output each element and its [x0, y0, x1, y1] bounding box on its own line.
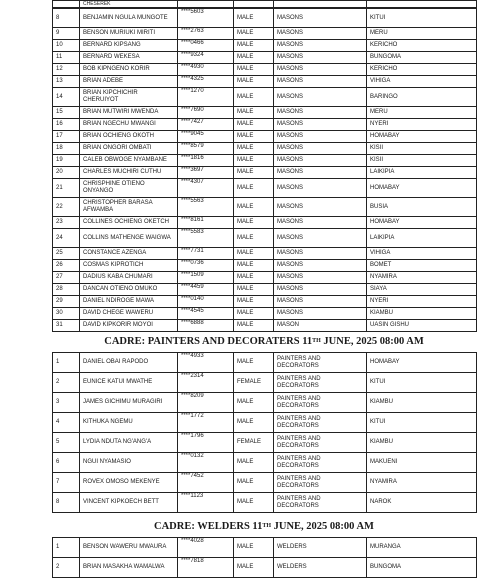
cell-name: DAVID CHEGE WAWERU — [80, 308, 178, 320]
cell-id: ****5583 — [178, 229, 234, 248]
cell-no: 25 — [53, 248, 80, 260]
cell-county: MERU — [367, 107, 477, 119]
table-row — [53, 272, 477, 284]
cell-name: KITHUKA NGEMU — [80, 413, 178, 433]
cell-id: ****0466 — [178, 40, 234, 52]
cell-gender: FEMALE — [234, 433, 274, 453]
cell-trade: PAINTERS AND DECORATORS — [274, 393, 367, 413]
cell-id: ****9324 — [178, 52, 234, 64]
cell-trade: MASONS — [274, 179, 367, 198]
cell-name: ROVEX OMOSO MEKENYE — [80, 473, 178, 493]
cell-trade: MASON — [274, 320, 367, 332]
table-row — [53, 1, 477, 8]
cell-trade: PAINTERS AND DECORATORS — [274, 473, 367, 493]
cell-id: ****4545 — [178, 308, 234, 320]
cell-id: ****1123 — [178, 493, 234, 513]
cadre-heading-welders — [52, 520, 476, 534]
cell-gender: MALE — [234, 167, 274, 179]
cell-id: ****4930 — [178, 64, 234, 76]
cell-id: ****5603 — [178, 9, 234, 28]
cell-no: 3 — [53, 393, 80, 413]
cell-id: ****0736 — [178, 260, 234, 272]
heading-sup: TH — [262, 523, 272, 529]
cell-trade: PAINTERS AND DECORATORS — [274, 493, 367, 513]
cell-trade: MASONS — [274, 9, 367, 28]
table-row — [53, 296, 477, 308]
cell-county: BUNGOMA — [367, 558, 477, 578]
cell-county: BUSIA — [367, 198, 477, 217]
heading-suffix: JUNE, 2025 08:00 AM — [320, 336, 424, 347]
table-row — [53, 433, 477, 453]
cell-id: ****4459 — [178, 284, 234, 296]
cell-gender: MALE — [234, 40, 274, 52]
table-row — [53, 248, 477, 260]
cell-county: NYAMIRA — [367, 473, 477, 493]
cell-gender: MALE — [234, 131, 274, 143]
cell-gender: MALE — [234, 320, 274, 332]
cell-id: ****2314 — [178, 373, 234, 393]
cell-trade: MASONS — [274, 260, 367, 272]
cell-name: NGUI NYAMASIO — [80, 453, 178, 473]
cell-name: JAMES GICHIMU MURAGIRI — [80, 393, 178, 413]
cell-no: 22 — [53, 198, 80, 217]
cell-gender: MALE — [234, 272, 274, 284]
cell-no: 16 — [53, 119, 80, 131]
cell-no — [53, 1, 80, 8]
cell-id: ****1796 — [178, 433, 234, 453]
cell-id: ****1509 — [178, 272, 234, 284]
table-row — [53, 76, 477, 88]
cell-name: BERNARD WEKESA — [80, 52, 178, 64]
cell-trade: PAINTERS AND DECORATORS — [274, 433, 367, 453]
cell-trade: MASONS — [274, 40, 367, 52]
cell-gender: MALE — [234, 198, 274, 217]
table-row — [53, 320, 477, 332]
cell-name: DAVID KIPKORIR MOYOI — [80, 320, 178, 332]
cell-no: 13 — [53, 76, 80, 88]
cell-no: 27 — [53, 272, 80, 284]
cell-county: KISII — [367, 143, 477, 155]
cell-name: CONSTANCE AZENGA — [80, 248, 178, 260]
cell-gender: MALE — [234, 64, 274, 76]
painters-table — [52, 352, 477, 513]
table-row — [53, 179, 477, 198]
cell-trade: MASONS — [274, 284, 367, 296]
cell-name: DANIEL NDIROGE MAWA — [80, 296, 178, 308]
cell-no: 28 — [53, 284, 80, 296]
cell-gender: MALE — [234, 52, 274, 64]
cell-id: ****4933 — [178, 353, 234, 373]
cell-gender: MALE — [234, 248, 274, 260]
cell-trade: MASONS — [274, 155, 367, 167]
cell-no: 9 — [53, 28, 80, 40]
cell-trade: MASONS — [274, 64, 367, 76]
table-row — [53, 260, 477, 272]
cell-name: BRIAN NGECHU MWANGI — [80, 119, 178, 131]
cell-trade: MASONS — [274, 308, 367, 320]
cell-county: NAROK — [367, 493, 477, 513]
cell-county: UASIN GISHU — [367, 320, 477, 332]
welders-table — [52, 537, 477, 578]
cell-trade: MASONS — [274, 272, 367, 284]
table-row — [53, 413, 477, 433]
cell-id: ****4307 — [178, 179, 234, 198]
cell-trade — [274, 1, 367, 8]
cell-county: BOMET — [367, 260, 477, 272]
cell-county: KITUI — [367, 373, 477, 393]
cell-county: HOMABAY — [367, 217, 477, 229]
cell-gender: MALE — [234, 217, 274, 229]
cell-no: 21 — [53, 179, 80, 198]
cell-gender: MALE — [234, 179, 274, 198]
cell-county: LAIKIPIA — [367, 167, 477, 179]
cell-name: BERNARD KIPSANG — [80, 40, 178, 52]
cell-county — [367, 1, 477, 8]
cell-id: ****3697 — [178, 167, 234, 179]
cell-name: DANIEL OBAI RAPODO — [80, 353, 178, 373]
table-row — [53, 167, 477, 179]
cell-name: COLLINS MATHENGE WAIGWA — [80, 229, 178, 248]
cadre-heading-painters — [52, 335, 476, 349]
cell-no: 1 — [53, 353, 80, 373]
cell-no: 19 — [53, 155, 80, 167]
masons-table — [52, 8, 477, 332]
cell-id: ****1816 — [178, 155, 234, 167]
cell-name: BENJAMIN NGULA MUNGOTE — [80, 9, 178, 28]
table-row — [53, 88, 477, 107]
cell-no: 7 — [53, 473, 80, 493]
cell-county: NYERI — [367, 296, 477, 308]
cell-id: ****0132 — [178, 453, 234, 473]
cell-no: 1 — [53, 538, 80, 558]
heading-prefix: CADRE: PAINTERS AND DECORATERS 11 — [104, 336, 313, 347]
cell-trade: MASONS — [274, 28, 367, 40]
cell-county: HOMABAY — [367, 131, 477, 143]
cell-name: BRIAN OCHIENG OKOTH — [80, 131, 178, 143]
cell-gender: FEMALE — [234, 373, 274, 393]
cell-name: BRIAN MASAKHA WAMALWA — [80, 558, 178, 578]
cell-county: KERICHO — [367, 64, 477, 76]
cell-trade: MASONS — [274, 229, 367, 248]
cell-gender: MALE — [234, 76, 274, 88]
cell-no: 31 — [53, 320, 80, 332]
cell-gender: MALE — [234, 284, 274, 296]
cell-gender: MALE — [234, 393, 274, 413]
cell-no: 5 — [53, 433, 80, 453]
table-row — [53, 538, 477, 558]
cell-trade: MASONS — [274, 143, 367, 155]
table-row — [53, 198, 477, 217]
cell-trade: WELDERS — [274, 558, 367, 578]
table-row — [53, 155, 477, 167]
table-row — [53, 119, 477, 131]
cell-id: ****7427 — [178, 119, 234, 131]
cell-name: DANCAN OTIENO OMUKO — [80, 284, 178, 296]
cell-name: EUNICE KATUI MWATHE — [80, 373, 178, 393]
cell-trade: PAINTERS AND DECORATORS — [274, 373, 367, 393]
cell-gender: MALE — [234, 229, 274, 248]
table-row — [53, 217, 477, 229]
cell-gender: MALE — [234, 308, 274, 320]
cell-gender: MALE — [234, 9, 274, 28]
table-row — [53, 453, 477, 473]
cell-no: 4 — [53, 413, 80, 433]
cell-id: ****7731 — [178, 248, 234, 260]
cell-trade: MASONS — [274, 296, 367, 308]
cell-trade: MASONS — [274, 119, 367, 131]
cell-gender: MALE — [234, 88, 274, 107]
cell-no: 2 — [53, 558, 80, 578]
table-row — [53, 308, 477, 320]
cell-name: CHESEREK — [80, 1, 178, 8]
cell-name: BRIAN ONGORI OMBATI — [80, 143, 178, 155]
table-row — [53, 143, 477, 155]
cell-id: ****5563 — [178, 198, 234, 217]
cell-trade: MASONS — [274, 248, 367, 260]
cell-no: 12 — [53, 64, 80, 76]
cell-county: KITUI — [367, 9, 477, 28]
cell-name: BRIAN ADEBE — [80, 76, 178, 88]
cell-name: BOB KIPNGENO KORIR — [80, 64, 178, 76]
cell-no: 20 — [53, 167, 80, 179]
cell-gender: MALE — [234, 473, 274, 493]
cell-gender: MALE — [234, 493, 274, 513]
cell-no: 26 — [53, 260, 80, 272]
cell-name: LYDIA NDUTA NG'ANG'A — [80, 433, 178, 453]
cell-county: KITUI — [367, 413, 477, 433]
table-row — [53, 373, 477, 393]
table-row — [53, 9, 477, 28]
cell-name: VINCENT KIPKOECH BETT — [80, 493, 178, 513]
cell-county: MURANGA — [367, 538, 477, 558]
cell-name: CHARLES MUCHIRI CUTHU — [80, 167, 178, 179]
cell-trade: PAINTERS AND DECORATORS — [274, 453, 367, 473]
cell-no: 30 — [53, 308, 80, 320]
cell-county: KIAMBU — [367, 393, 477, 413]
table-row — [53, 64, 477, 76]
cell-gender: MALE — [234, 260, 274, 272]
cell-no: 8 — [53, 9, 80, 28]
table-row — [53, 107, 477, 119]
cell-trade: MASONS — [274, 198, 367, 217]
cell-gender: MALE — [234, 143, 274, 155]
table-row — [53, 52, 477, 64]
heading-suffix: JUNE, 2025 08:00 AM — [271, 521, 374, 532]
cell-trade: WELDERS — [274, 538, 367, 558]
table-row — [53, 558, 477, 578]
cell-id: ****2763 — [178, 28, 234, 40]
cell-no: 14 — [53, 88, 80, 107]
cell-id: ****6888 — [178, 320, 234, 332]
cell-gender — [234, 1, 274, 8]
document-page — [52, 0, 476, 578]
cell-no: 11 — [53, 52, 80, 64]
cell-no: 15 — [53, 107, 80, 119]
cell-name: BENSON WAWERU MWAURA — [80, 538, 178, 558]
cell-name: COSMAS KIPROTICH — [80, 260, 178, 272]
table-row — [53, 28, 477, 40]
cell-gender: MALE — [234, 413, 274, 433]
cell-id: ****1270 — [178, 88, 234, 107]
cell-name: CHRISTOPHER BARASA AFWAMBA — [80, 198, 178, 217]
cell-no: 8 — [53, 493, 80, 513]
cell-county: KIAMBU — [367, 433, 477, 453]
table-row — [53, 393, 477, 413]
cell-county: KERICHO — [367, 40, 477, 52]
table-row — [53, 353, 477, 373]
cell-trade: MASONS — [274, 52, 367, 64]
cell-no: 17 — [53, 131, 80, 143]
cell-name: CHRISPHINE OTIENO ONYANGO — [80, 179, 178, 198]
cell-trade: PAINTERS AND DECORATORS — [274, 353, 367, 373]
cell-no: 2 — [53, 373, 80, 393]
cell-county: SIAYA — [367, 284, 477, 296]
table-top-partial — [52, 0, 477, 8]
table-row — [53, 493, 477, 513]
cell-county: VIHIGA — [367, 248, 477, 260]
cell-id: ****8161 — [178, 217, 234, 229]
cell-county: VIHIGA — [367, 76, 477, 88]
cell-gender: MALE — [234, 107, 274, 119]
cell-id — [178, 1, 234, 8]
cell-id: ****0140 — [178, 296, 234, 308]
cell-county: LAIKIPIA — [367, 229, 477, 248]
cell-no: 24 — [53, 229, 80, 248]
cell-name: BRIAN KIPCHICHIR CHERUIYOT — [80, 88, 178, 107]
heading-prefix: CADRE: WELDERS 11 — [154, 521, 263, 532]
cell-gender: MALE — [234, 538, 274, 558]
cell-county: NYERI — [367, 119, 477, 131]
cell-trade: MASONS — [274, 88, 367, 107]
cell-county: NYAMIRA — [367, 272, 477, 284]
cell-id: ****7818 — [178, 558, 234, 578]
cell-trade: MASONS — [274, 131, 367, 143]
cell-county: BUNGOMA — [367, 52, 477, 64]
cell-county: MAKUENI — [367, 453, 477, 473]
cell-id: ****8209 — [178, 393, 234, 413]
cell-id: ****7690 — [178, 107, 234, 119]
cell-county: HOMABAY — [367, 179, 477, 198]
table-row — [53, 284, 477, 296]
cell-gender: MALE — [234, 28, 274, 40]
heading-sup: TH — [312, 338, 321, 344]
cell-county: KIAMBU — [367, 308, 477, 320]
cell-name: DADIUS KABA CHUMARI — [80, 272, 178, 284]
cell-id: ****1772 — [178, 413, 234, 433]
table-row — [53, 40, 477, 52]
cell-id: ****4028 — [178, 538, 234, 558]
cell-id: ****7452 — [178, 473, 234, 493]
cell-name: CALEB OBWOGE NYAMBANE — [80, 155, 178, 167]
cell-no: 29 — [53, 296, 80, 308]
cell-county: MERU — [367, 28, 477, 40]
cell-no: 18 — [53, 143, 80, 155]
cell-no: 6 — [53, 453, 80, 473]
cell-county: HOMABAY — [367, 353, 477, 373]
cell-trade: MASONS — [274, 76, 367, 88]
cell-county: BARINGO — [367, 88, 477, 107]
cell-no: 23 — [53, 217, 80, 229]
table-row — [53, 131, 477, 143]
cell-trade: MASONS — [274, 107, 367, 119]
cell-trade: MASONS — [274, 217, 367, 229]
cell-gender: MALE — [234, 155, 274, 167]
cell-trade: PAINTERS AND DECORATORS — [274, 413, 367, 433]
table-row — [53, 473, 477, 493]
cell-name: BENSON MURIUKI MIRITI — [80, 28, 178, 40]
cell-gender: MALE — [234, 453, 274, 473]
cell-gender: MALE — [234, 296, 274, 308]
cell-id: ****9045 — [178, 131, 234, 143]
cell-county: KISII — [367, 155, 477, 167]
cell-name: COLLINES OCHIENG OKETCH — [80, 217, 178, 229]
cell-no: 10 — [53, 40, 80, 52]
cell-trade: MASONS — [274, 167, 367, 179]
cell-id: ****4325 — [178, 76, 234, 88]
table-row — [53, 229, 477, 248]
cell-id: ****8579 — [178, 143, 234, 155]
cell-gender: MALE — [234, 353, 274, 373]
cell-gender: MALE — [234, 558, 274, 578]
cell-name: BRIAN MUTWIRI MWENDA — [80, 107, 178, 119]
cell-gender: MALE — [234, 119, 274, 131]
